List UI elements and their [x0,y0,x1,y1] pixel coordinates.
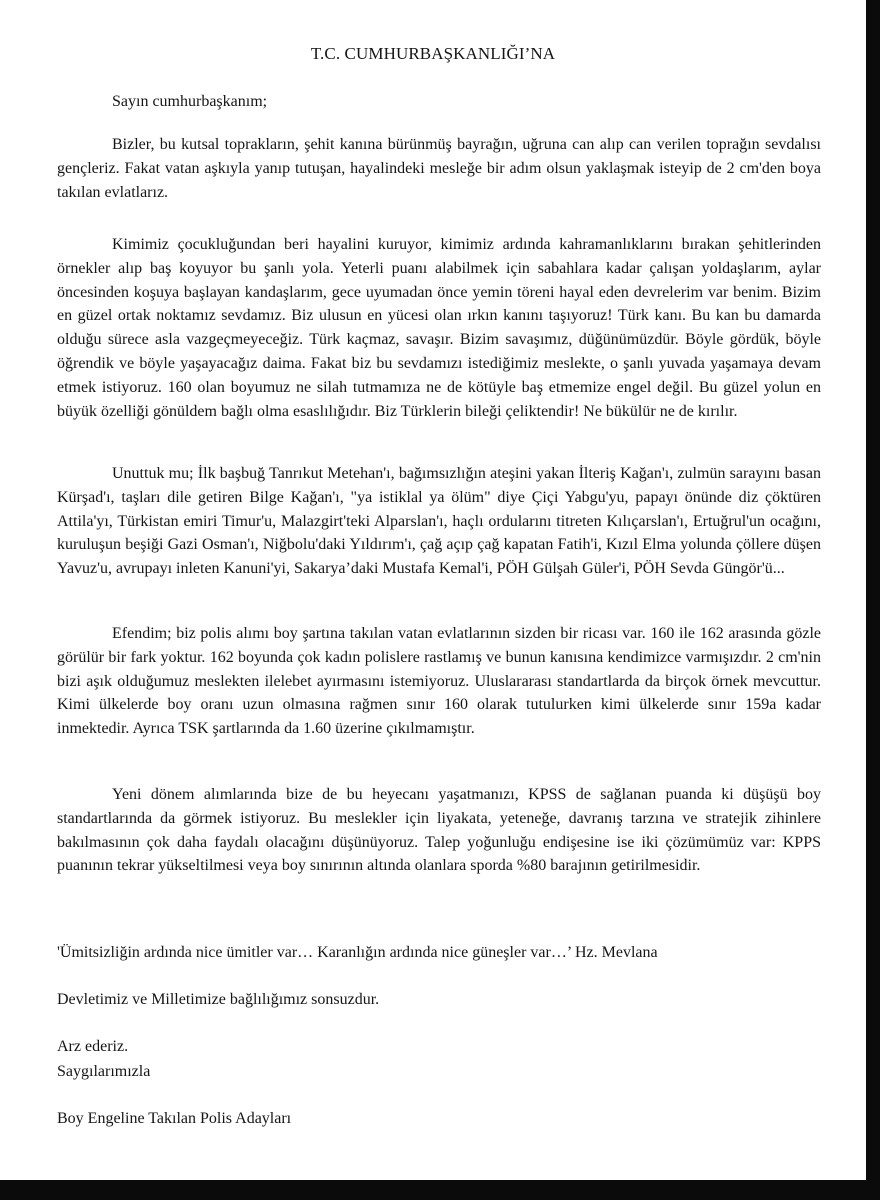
closing-line: Saygılarımızla [57,1063,151,1080]
paragraph-proposal: Yeni dönem alımlarında bize de bu heyecanı yaşatmanızı, KPSS de sağlanan puanda ki düşüşü boy standartlarında da görmek istiyoruz. Bu meslekler için liyakata, yeteneğe, davranış tarzına ve stratejik zihinlere bakılmasının çok daha faydalı olacağını düşünüyoruz. Talep yoğunluğu endişesine ise iki çözümümüz var: KPPS puanının tekrar yükseltilmesi veya boy sınırının altında olanlara sporda %80 barajının getirilmesidir. [57,786,821,875]
salutation: Sayın cumhurbaşkanım; [112,93,268,110]
paragraph-dreams: Kimimiz çocukluğundan beri hayalini kuruyor, kimimiz ardında kahramanlıklarını bırakan şehitlerinden örnekler alıp baş koyuyor bu şanlı yola. Yeterli puanı alabilmek için sabahlara kadar çalışan yoldaşlarım, aylar öncesinden koşuya başlayan kandaşlarım, gece uyumadan önce yemin töreni hayal eden devrelerim var benim. Bizim en güzel ortak noktamız sevdamız. Biz ulusun en yücesi olan ırkın kanını taşıyoruz! Türk kanı. Bu kan bu damarda olduğu sürece asla vazgeçmeyeceğiz. Türk kaçmaz, savaşır. Bizim savaşımız, düğünümüzdür. Böyle gördük, böyle öğrendik ve böyle yaşayacağız daima. Fakat biz bu sevdamızı istediğimiz meslekte, o şanlı yuvada yaşamaya devam etmek istiyoruz. 160 olan boyumuz ne silah tutmamıza ne de kötüyle baş etmemize engel değil. Bu güzel yolun en büyük özelliği gönüldem bağlı olma esaslılığıdır. Biz Türklerin bileği çeliktendir! Ne bükülür ne de kırılır. [57,236,821,420]
dark-border-right [866,0,880,1200]
dark-border-bottom [0,1180,880,1200]
mevlana-quote: 'Ümitsizliğin ardında nice ümitler var… Karanlığın ardında nice güneşler var…’ Hz. Mevlana [57,944,658,961]
paragraph-request: Efendim; biz polis alımı boy şartına takılan vatan evlatlarının sizden bir ricası var. 160 ile 162 arasında gözle görülür bir fark yoktur. 162 boyunda çok kadın polislere rastlamış ve bunun kanısına kendimizce varmışızdır. 2 cm'nin bizi aşık olduğumuz meslekten ilelebet ayırmasını istemiyoruz. Uluslararası standartlarda da birçok örnek mevcuttur. Kimi ülkelerde boy oranı uzun olmasına rağmen sınır 160 olarak tutulurken kimi ülkelerde sınır 159a kadar inmektedir. Ayrıca TSK şartlarında da 1.60 üzerine çıkılmamıştır. [57,625,821,738]
closing-line: Arz ederiz. [57,1038,129,1055]
signature: Boy Engeline Takılan Polis Adayları [57,1110,292,1127]
paragraph-history: Unuttuk mu; İlk başbuğ Tanrıkut Metehan'ı, bağımsızlığın ateşini yakan İlteriş Kağan'ı, zulmün sarayını basan Kürşad'ı, taşları dile getiren Bilge Kağan'ı, "ya istiklal ya ölüm" diye Çiçi Yabgu'yu, papayı önünde diz çöktüren Attila'yı, Türkistan emiri Timur'u, Malazgirt'teki Alparslan'ı, haçlı ordularını titreten Kılıçarslan'ı, Ertuğrul'un ocağını, kuruluşun beşiği Gazi Osman'ı, Niğbolu'daki Yıldırım'ı, çağ açıp çağ kapatan Fatih'i, Kızıl Elma yolunda çöllere düşen Yavuz'u, avrupayı inleten Kanuni'yi, Sakarya’daki Mustafa Kemal'i, PÖH Gülşah Güler'i, PÖH Sevda Güngör'ü... [57,465,821,578]
letter-title: T.C. CUMHURBAŞKANLIĞI’NA [310,44,556,63]
loyalty-statement: Devletimiz ve Milletimize bağlılığımız sonsuzdur. [57,991,380,1008]
paragraph-intro: Bizler, bu kutsal toprakların, şehit kanına bürünmüş bayrağın, uğruna can alıp can verilen toprağın sevdalısı gençleriz. Fakat vatan aşkıyla yanıp tutuşan, hayalindeki mesleğe bir adım olsun yaklaşmak isteyip de 2 cm'den boya takılan evlatlarız. [57,136,821,201]
